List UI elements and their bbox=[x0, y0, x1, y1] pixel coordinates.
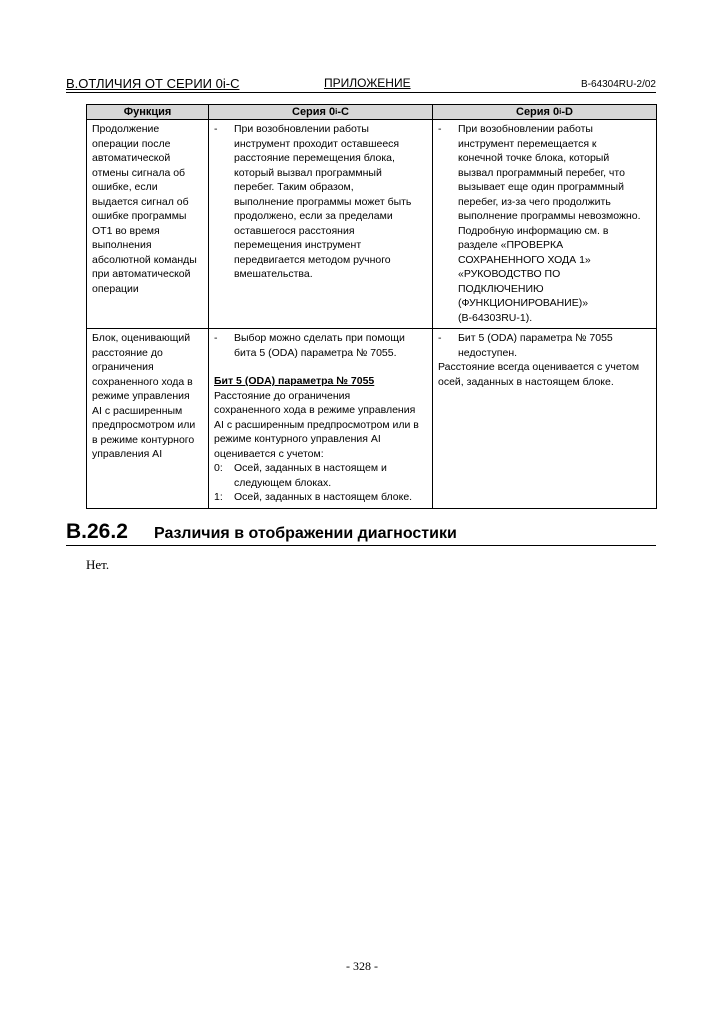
section-heading bbox=[66, 520, 656, 546]
series-c-suffix: -C bbox=[337, 106, 349, 118]
page-header bbox=[66, 74, 656, 94]
section-title: Различия в отображении диагностики bbox=[154, 525, 457, 542]
column-header-series-d bbox=[433, 105, 657, 120]
section-rule bbox=[66, 545, 656, 546]
series-c-cell bbox=[209, 329, 433, 509]
header-rule bbox=[66, 92, 656, 93]
series-d-suffix: -D bbox=[561, 106, 573, 118]
comparison-table bbox=[86, 104, 657, 509]
parameter-description: Расстояние до ограничения сохраненного хода в режиме управления AI с расширенным предпросмотром или в режиме контурного управления AI оценивается с учетом: bbox=[214, 389, 419, 460]
option-item: 1: Осей, заданных в настоящем блоке. bbox=[214, 491, 413, 503]
note-text: Расстояние всегда оценивается с учетом осей, заданных в настоящем блоке. bbox=[438, 361, 640, 388]
bullet-dash: - bbox=[438, 332, 442, 344]
parameter-subheading: Бит 5 (ODA) параметра № 7055 bbox=[214, 375, 375, 387]
bullet-dash: - bbox=[214, 332, 218, 344]
series-c-cell bbox=[209, 120, 433, 329]
chapter-title: B.ОТЛИЧИЯ ОТ СЕРИИ 0i-C bbox=[66, 76, 240, 91]
series-d-cell bbox=[433, 329, 657, 509]
table-header-row bbox=[87, 105, 657, 120]
bullet-item: - При возобновлении работы инструмент перемещается к конечной точке блока, который вызвал программный перебег, что вызывает еще один программный перебег, из-за чего продолжить выполнение программы невозможно. Подробную информацию см. в разделе «ПРОВЕРКА СОХРАНЕННОГО ХОДА 1» «РУКОВОДСТВО ПО ПОДКЛЮЧЕНИЮ (ФУНКЦИОНИРОВАНИЕ)» (B-64303RU-1). bbox=[438, 123, 641, 324]
series-c-i-marker: i bbox=[335, 107, 338, 116]
bullet-item: - Выбор можно сделать при помощи бита 5 (ODA) параметра № 7055. bbox=[214, 332, 405, 359]
bullet-item: - При возобновлении работы инструмент проходит оставшееся расстояние перемещения блока, который вызвал программный перебег. Таким образом, выполнение программы может быть продолжено, если за пределами оставшегося расстояния перемещения инструмент передвигается методом ручного вмешательства. bbox=[214, 123, 412, 280]
column-header-series-c bbox=[209, 105, 433, 120]
series-d-prefix: Серия 0 bbox=[516, 106, 560, 118]
section-number: B.26.2 bbox=[66, 520, 128, 543]
section-body-text: Нет. bbox=[86, 557, 110, 572]
page-number: - 328 - bbox=[346, 959, 378, 973]
function-cell: Блок, оценивающий расстояние до ограничения сохраненного хода в режиме управления AI с расширенным предпросмотром или в режиме контурного управления AI bbox=[87, 329, 209, 509]
table-row bbox=[87, 120, 657, 329]
table-row bbox=[87, 329, 657, 509]
series-c-prefix: Серия 0 bbox=[292, 106, 336, 118]
appendix-label: ПРИЛОЖЕНИЕ bbox=[324, 76, 411, 90]
option-item: 0: Осей, заданных в настоящем и следующем блоках. bbox=[214, 462, 387, 489]
column-header-function: Функция bbox=[87, 105, 209, 120]
bullet-item: - Бит 5 (ODA) параметра № 7055 недоступен. bbox=[438, 332, 613, 359]
document-number: B-64304RU-2/02 bbox=[580, 79, 656, 90]
series-d-cell bbox=[433, 120, 657, 329]
function-cell: Продолжение операции после автоматической отмены сигнала об ошибке, если выдается сигнал об ошибке программы OT1 во время выполнения абсолютной команды при автоматической операции bbox=[87, 120, 209, 329]
series-d-i-marker: i bbox=[559, 107, 562, 116]
option-key: 1: bbox=[214, 491, 223, 503]
bullet-dash: - bbox=[438, 123, 442, 135]
bullet-dash: - bbox=[214, 123, 218, 135]
option-key: 0: bbox=[214, 462, 223, 474]
